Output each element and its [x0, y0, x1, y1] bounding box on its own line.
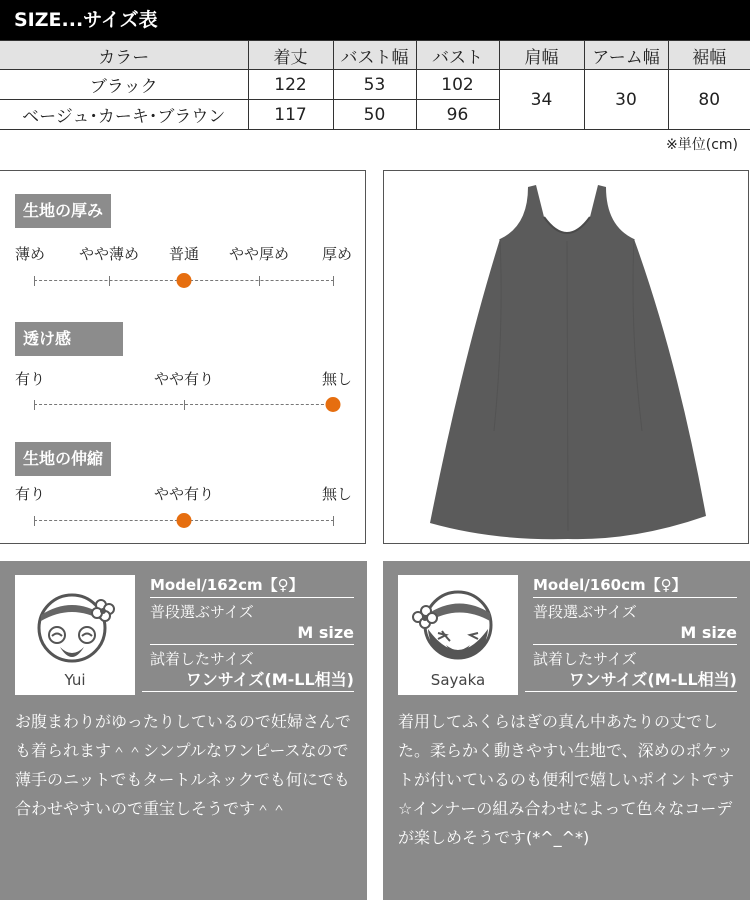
scale-label: 無し: [321, 370, 352, 388]
scale-tick: [109, 276, 110, 286]
column-header: 裾幅: [668, 41, 750, 70]
arm-cell: 30: [584, 70, 668, 130]
fabric-panel: [0, 170, 366, 544]
stretch-marker: [176, 513, 191, 528]
model-comment: 着用してふくらはぎの真ん中あたりの丈でした。柔らかく動きやすい生地で、深めのポケットが付いているのも便利で嬉しいポイントです☆インナーの組み合わせによって色々なコーデが楽しめそうです(*^_^*): [398, 712, 735, 847]
size-chart-header: SIZE...サイズ表: [0, 0, 750, 40]
dress-illustration: [384, 171, 750, 545]
sheerness-label: 透け感: [15, 322, 123, 356]
model-height: Model/160cm【♀】: [533, 573, 737, 598]
color-cell: ブラック: [0, 70, 248, 100]
scale-label: 薄め: [15, 245, 46, 263]
thickness-marker: [176, 273, 191, 288]
scale-label: やや有り: [153, 485, 215, 503]
color-cell: ベージュ･カーキ･ブラウン: [0, 100, 248, 130]
table-row: [0, 70, 750, 100]
column-header: バスト: [416, 41, 499, 70]
stretch-label: 生地の伸縮: [15, 442, 111, 476]
table-header-row: [0, 41, 750, 70]
scale-tick: [34, 400, 35, 410]
thickness-label: 生地の厚み: [15, 194, 111, 228]
bust-cell: 96: [416, 100, 499, 130]
sheerness-scale: [34, 404, 334, 405]
unit-note: ※単位(cm): [666, 137, 738, 153]
hem-cell: 80: [668, 70, 750, 130]
avatar: [398, 575, 518, 695]
model-name: Sayaka: [430, 671, 486, 689]
scale-tick: [259, 276, 260, 286]
scale-label: 厚め: [321, 245, 352, 263]
model-info: [533, 573, 737, 692]
column-header: 着丈: [248, 41, 333, 70]
usual-size-label: 普段選ぶサイズ: [150, 603, 254, 621]
avatar: [15, 575, 135, 695]
scale-label: 普通: [168, 245, 200, 263]
product-photo: [383, 170, 749, 544]
size-table: [0, 40, 750, 130]
sheerness-marker: [326, 397, 341, 412]
scale-tick: [34, 516, 35, 526]
scale-label: やや薄め: [78, 245, 140, 263]
thickness-scale: [34, 280, 334, 281]
column-header: バスト幅: [333, 41, 416, 70]
model-comment: お腹まわりがゆったりしているので妊婦さんでも着られます＾＾シンプルなワンピースなので薄手のニットでもタートルネックでも何にでも合わせやすいので重宝しそうです＾＾: [15, 712, 351, 818]
model-card-sayaka: [383, 561, 750, 900]
scale-label: やや厚め: [228, 245, 290, 263]
tried-size-label: 試着したサイズ: [150, 650, 254, 668]
column-header: アーム幅: [584, 41, 668, 70]
model-info: [150, 573, 354, 692]
scale-label: やや有り: [153, 370, 215, 388]
column-header: 肩幅: [499, 41, 584, 70]
usual-size-label: 普段選ぶサイズ: [533, 603, 637, 621]
length-cell: 122: [248, 70, 333, 100]
stretch-scale: [34, 520, 334, 521]
scale-label: 有り: [15, 370, 46, 388]
model-card-yui: [0, 561, 367, 900]
bust-width-cell: 50: [333, 100, 416, 130]
column-header: カラー: [0, 41, 248, 70]
scale-tick: [333, 516, 334, 526]
tried-size-value: ワンサイズ(M-LL相当): [142, 669, 354, 692]
scale-tick: [184, 400, 185, 410]
model-name: Yui: [64, 671, 86, 689]
tried-size-label: 試着したサイズ: [533, 650, 637, 668]
shoulder-cell: 34: [499, 70, 584, 130]
tried-size-value: ワンサイズ(M-LL相当): [525, 669, 737, 692]
usual-size-value: M size: [533, 622, 737, 645]
bust-width-cell: 53: [333, 70, 416, 100]
scale-tick: [34, 276, 35, 286]
bust-cell: 102: [416, 70, 499, 100]
scale-label: 無し: [321, 485, 352, 503]
model-height: Model/162cm【♀】: [150, 573, 354, 598]
scale-tick: [333, 276, 334, 286]
scale-label: 有り: [15, 485, 46, 503]
usual-size-value: M size: [150, 622, 354, 645]
length-cell: 117: [248, 100, 333, 130]
